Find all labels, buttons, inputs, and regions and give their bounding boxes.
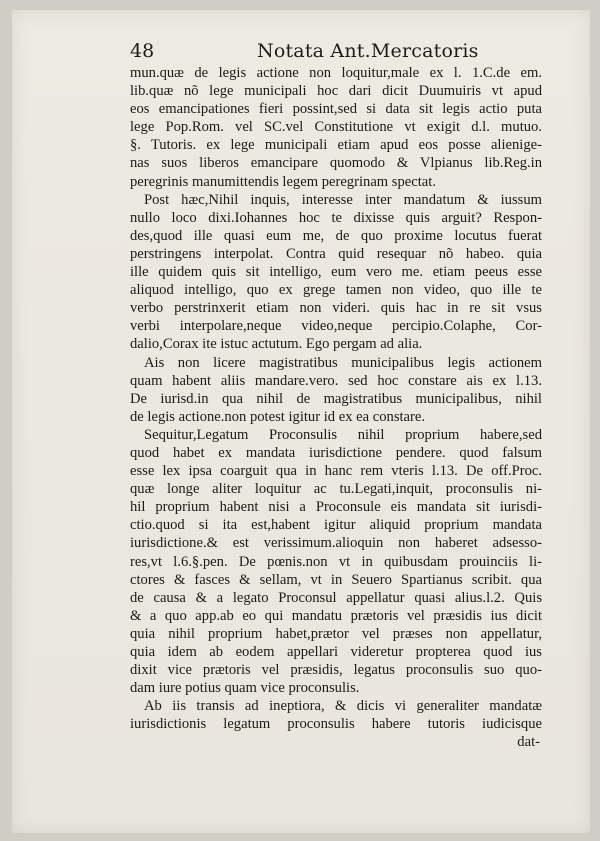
text-line: perstringens interpolat. Contra quid resequar nõ habeo. quia bbox=[130, 245, 542, 262]
text-line: peregrinis manumittendis legem peregrinam spectat. bbox=[130, 173, 436, 190]
text-line: De iurisd.in qua nihil de magistratibus municipalibus, nihil bbox=[130, 390, 542, 407]
text-line: dalio,Corax ite istuc actutum. Ego pergam ad alia. bbox=[130, 336, 423, 353]
page-number: 48 bbox=[130, 40, 155, 62]
text-line: nullo loco dixi.Iohannes hoc te dixisse quis arguit? Respon- bbox=[130, 209, 542, 226]
text-line: de causa & a legato Proconsul appellatur quasi alius.l.2. Quis bbox=[130, 589, 542, 606]
text-line: quia nihil proprium habet,prætor vel præses non appellatur, bbox=[130, 625, 542, 642]
body-text bbox=[130, 64, 542, 752]
text-line: quæ longe aliter loquitur ac tu.Legati,inquit, proconsulis ni- bbox=[130, 481, 542, 498]
text-line: eos emancipationes fieri possint,sed si data sit legis actio puta bbox=[130, 101, 542, 118]
text-line: des,quod ille quasi eum me, de quo proxime locutus fuerat bbox=[130, 227, 542, 244]
text-line: res,vt l.6.§.pen. De pœnis.non vt in quibusdam prouinciis li- bbox=[130, 553, 542, 570]
catchword: dat- bbox=[517, 734, 540, 751]
text-line: Post hæc,Nihil inquis, interesse inter mandatum & iussum bbox=[144, 191, 542, 208]
text-line: iurisdictione.& est verissimum.alioquin non haberet adsesso- bbox=[130, 535, 542, 552]
text-line: & a quo app.ab eo qui mandatu prætoris vel præsidis ius dicit bbox=[130, 607, 542, 624]
text-line: ctores & fasces & sellam, vt in Seuero Spartianus scribit. qua bbox=[130, 571, 542, 588]
text-line: de legis actione.non potest igitur id ex ea constare. bbox=[130, 408, 426, 425]
text-line: quam habent aliis mandare.vero. sed hoc constare ais ex l.13. bbox=[130, 372, 542, 389]
text-line: ille quidem quis sit intelligo, eum vero me. etiam peeus esse bbox=[130, 264, 542, 281]
text-line: ctio.quod si ita est,habent igitur aliquid proprium mandata bbox=[130, 517, 542, 534]
text-line: lege Pop.Rom. vel SC.vel Constitutione vt exigit d.l. mutuo. bbox=[130, 119, 542, 136]
text-line: Ais non licere magistratibus municipalibus legis actionem bbox=[144, 354, 542, 371]
text-line: iurisdictionis legatum proconsulis habere tutoris iudicisque bbox=[130, 716, 542, 733]
text-line: aliquod intelligo, quo ex grege tamen non video, quo ille te bbox=[130, 282, 542, 299]
text-line: verbo perstrinxerit etiam non videri. quis hac in re sit vsus bbox=[130, 300, 542, 317]
text-line: nas suos liberos emancipare quomodo & Vlpianus lib.Reg.in bbox=[130, 155, 542, 172]
text-line: quia idem ab eodem appellari videretur propterea quod ius bbox=[130, 644, 542, 660]
text-line: dixit vice prætoris vel præsidis, legatus proconsulis suo quo- bbox=[130, 662, 542, 679]
text-line: verbi interpolare,neque video,neque percipio.Colaphe, Cor- bbox=[130, 318, 542, 335]
text-line: Ab iis transis ad ineptiora, & dicis vi generaliter mandatæ bbox=[144, 698, 542, 715]
text-line: mun.quæ de legis actione non loquitur,male ex l. 1.C.de em. bbox=[130, 65, 542, 81]
text-line: esse lex ipsa coarguit qua in hanc rem vteris l.13. De off.Proc. bbox=[130, 463, 542, 480]
text-line: dam iure potius quam vice proconsulis. bbox=[130, 680, 360, 697]
text-line: hil proprium habent nisi a Proconsule eis mandata sit iurisdi- bbox=[130, 499, 542, 516]
text-line: §. Tutoris. ex lege municipali etiam apud eos posse alienige- bbox=[130, 137, 542, 154]
running-title: Notata Ant.Mercatoris bbox=[257, 40, 479, 62]
text-line: Sequitur,Legatum Proconsulis nihil proprium habere,sed bbox=[144, 426, 542, 443]
text-line: lib.quæ nõ lege municipali hoc dari dicit Duumuiris vt apud bbox=[130, 83, 542, 100]
book-page bbox=[12, 10, 590, 833]
text-line: quod habet ex mandata iurisdictione pendere. quod falsum bbox=[130, 444, 542, 461]
